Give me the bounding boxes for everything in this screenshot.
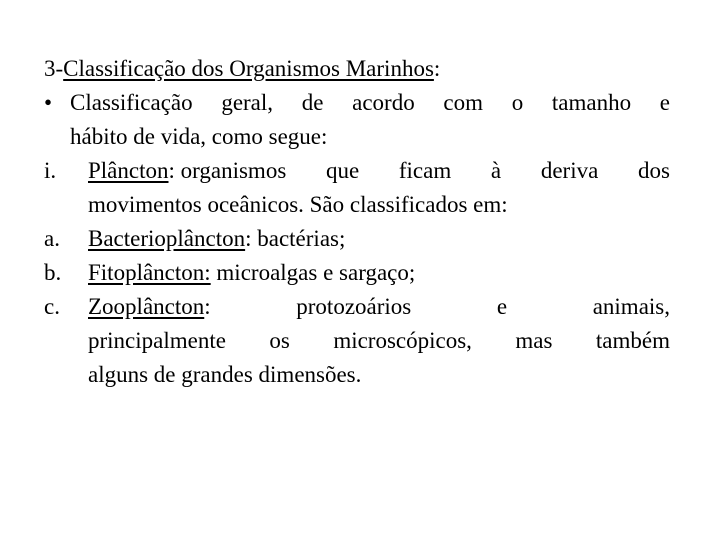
item-i-word: que	[325, 158, 360, 183]
item-a-rest: : bactérias;	[245, 226, 346, 251]
item-c-line-1	[88, 290, 670, 324]
item-c-word: protozoários	[296, 294, 412, 319]
item-i-marker: i.	[44, 158, 57, 183]
bullet-marker: •	[44, 90, 53, 115]
item-c-word: animais,	[592, 294, 670, 319]
bullet-word: o	[511, 90, 524, 115]
bullet-word: de	[301, 90, 324, 115]
item-c-content	[88, 290, 670, 392]
title-suffix: :	[433, 56, 441, 81]
item-i-word: dos	[637, 158, 670, 183]
list-item-b	[44, 256, 670, 290]
item-a-marker: a.	[44, 226, 60, 251]
bullet-word: acordo	[352, 90, 415, 115]
item-c-word: microscópicos,	[333, 328, 472, 353]
list-item-i	[44, 154, 670, 222]
bullet-word: Classificação	[70, 90, 193, 115]
item-c-word: mas	[515, 328, 553, 353]
slide-content	[44, 52, 670, 392]
item-c-marker: c.	[44, 294, 60, 319]
title-prefix: 3-	[44, 56, 64, 81]
item-i-line-2: movimentos oceânicos. São classificados em:	[88, 192, 508, 217]
item-c-word: principalmente	[88, 328, 226, 353]
bullet-line-1	[70, 86, 670, 120]
title-underlined: Classificação dos Organismos Marinhos	[63, 56, 434, 81]
list-item-a	[44, 222, 670, 256]
item-b-content	[88, 256, 670, 290]
item-c-term: Zooplâncton	[88, 294, 205, 319]
item-b-term: Fitoplâncton:	[88, 260, 211, 285]
slide-title	[44, 52, 670, 86]
item-i-term: Plâncton	[88, 158, 169, 183]
item-a-line-1	[88, 222, 670, 256]
list-item-c	[44, 290, 670, 392]
item-i-word: : organismos	[168, 158, 287, 183]
item-c-word: :	[204, 294, 211, 319]
item-i-word: à	[490, 158, 502, 183]
item-b-marker: b.	[44, 260, 62, 285]
item-i-content	[88, 154, 670, 222]
bullet-item	[44, 86, 670, 154]
item-b-rest: microalgas e sargaço;	[210, 260, 416, 285]
item-a-term: Bacterioplâncton	[88, 226, 246, 251]
bullet-line-2: hábito de vida, como segue:	[70, 124, 328, 149]
item-c-word: e	[496, 294, 508, 319]
bullet-word: e	[659, 90, 670, 115]
item-a-content	[88, 222, 670, 256]
item-c-word: os	[269, 328, 290, 353]
item-i-word: ficam	[398, 158, 452, 183]
item-c-line-3: alguns de grandes dimensões.	[88, 362, 362, 387]
bullet-word: geral,	[221, 90, 274, 115]
bullet-content	[70, 86, 670, 154]
item-c-line-2	[88, 324, 670, 358]
bullet-word: com	[443, 90, 483, 115]
bullet-word: tamanho	[551, 90, 632, 115]
item-b-line-1	[88, 256, 670, 290]
item-i-word: deriva	[540, 158, 599, 183]
item-c-word: também	[595, 328, 670, 353]
item-i-line-1	[88, 154, 670, 188]
